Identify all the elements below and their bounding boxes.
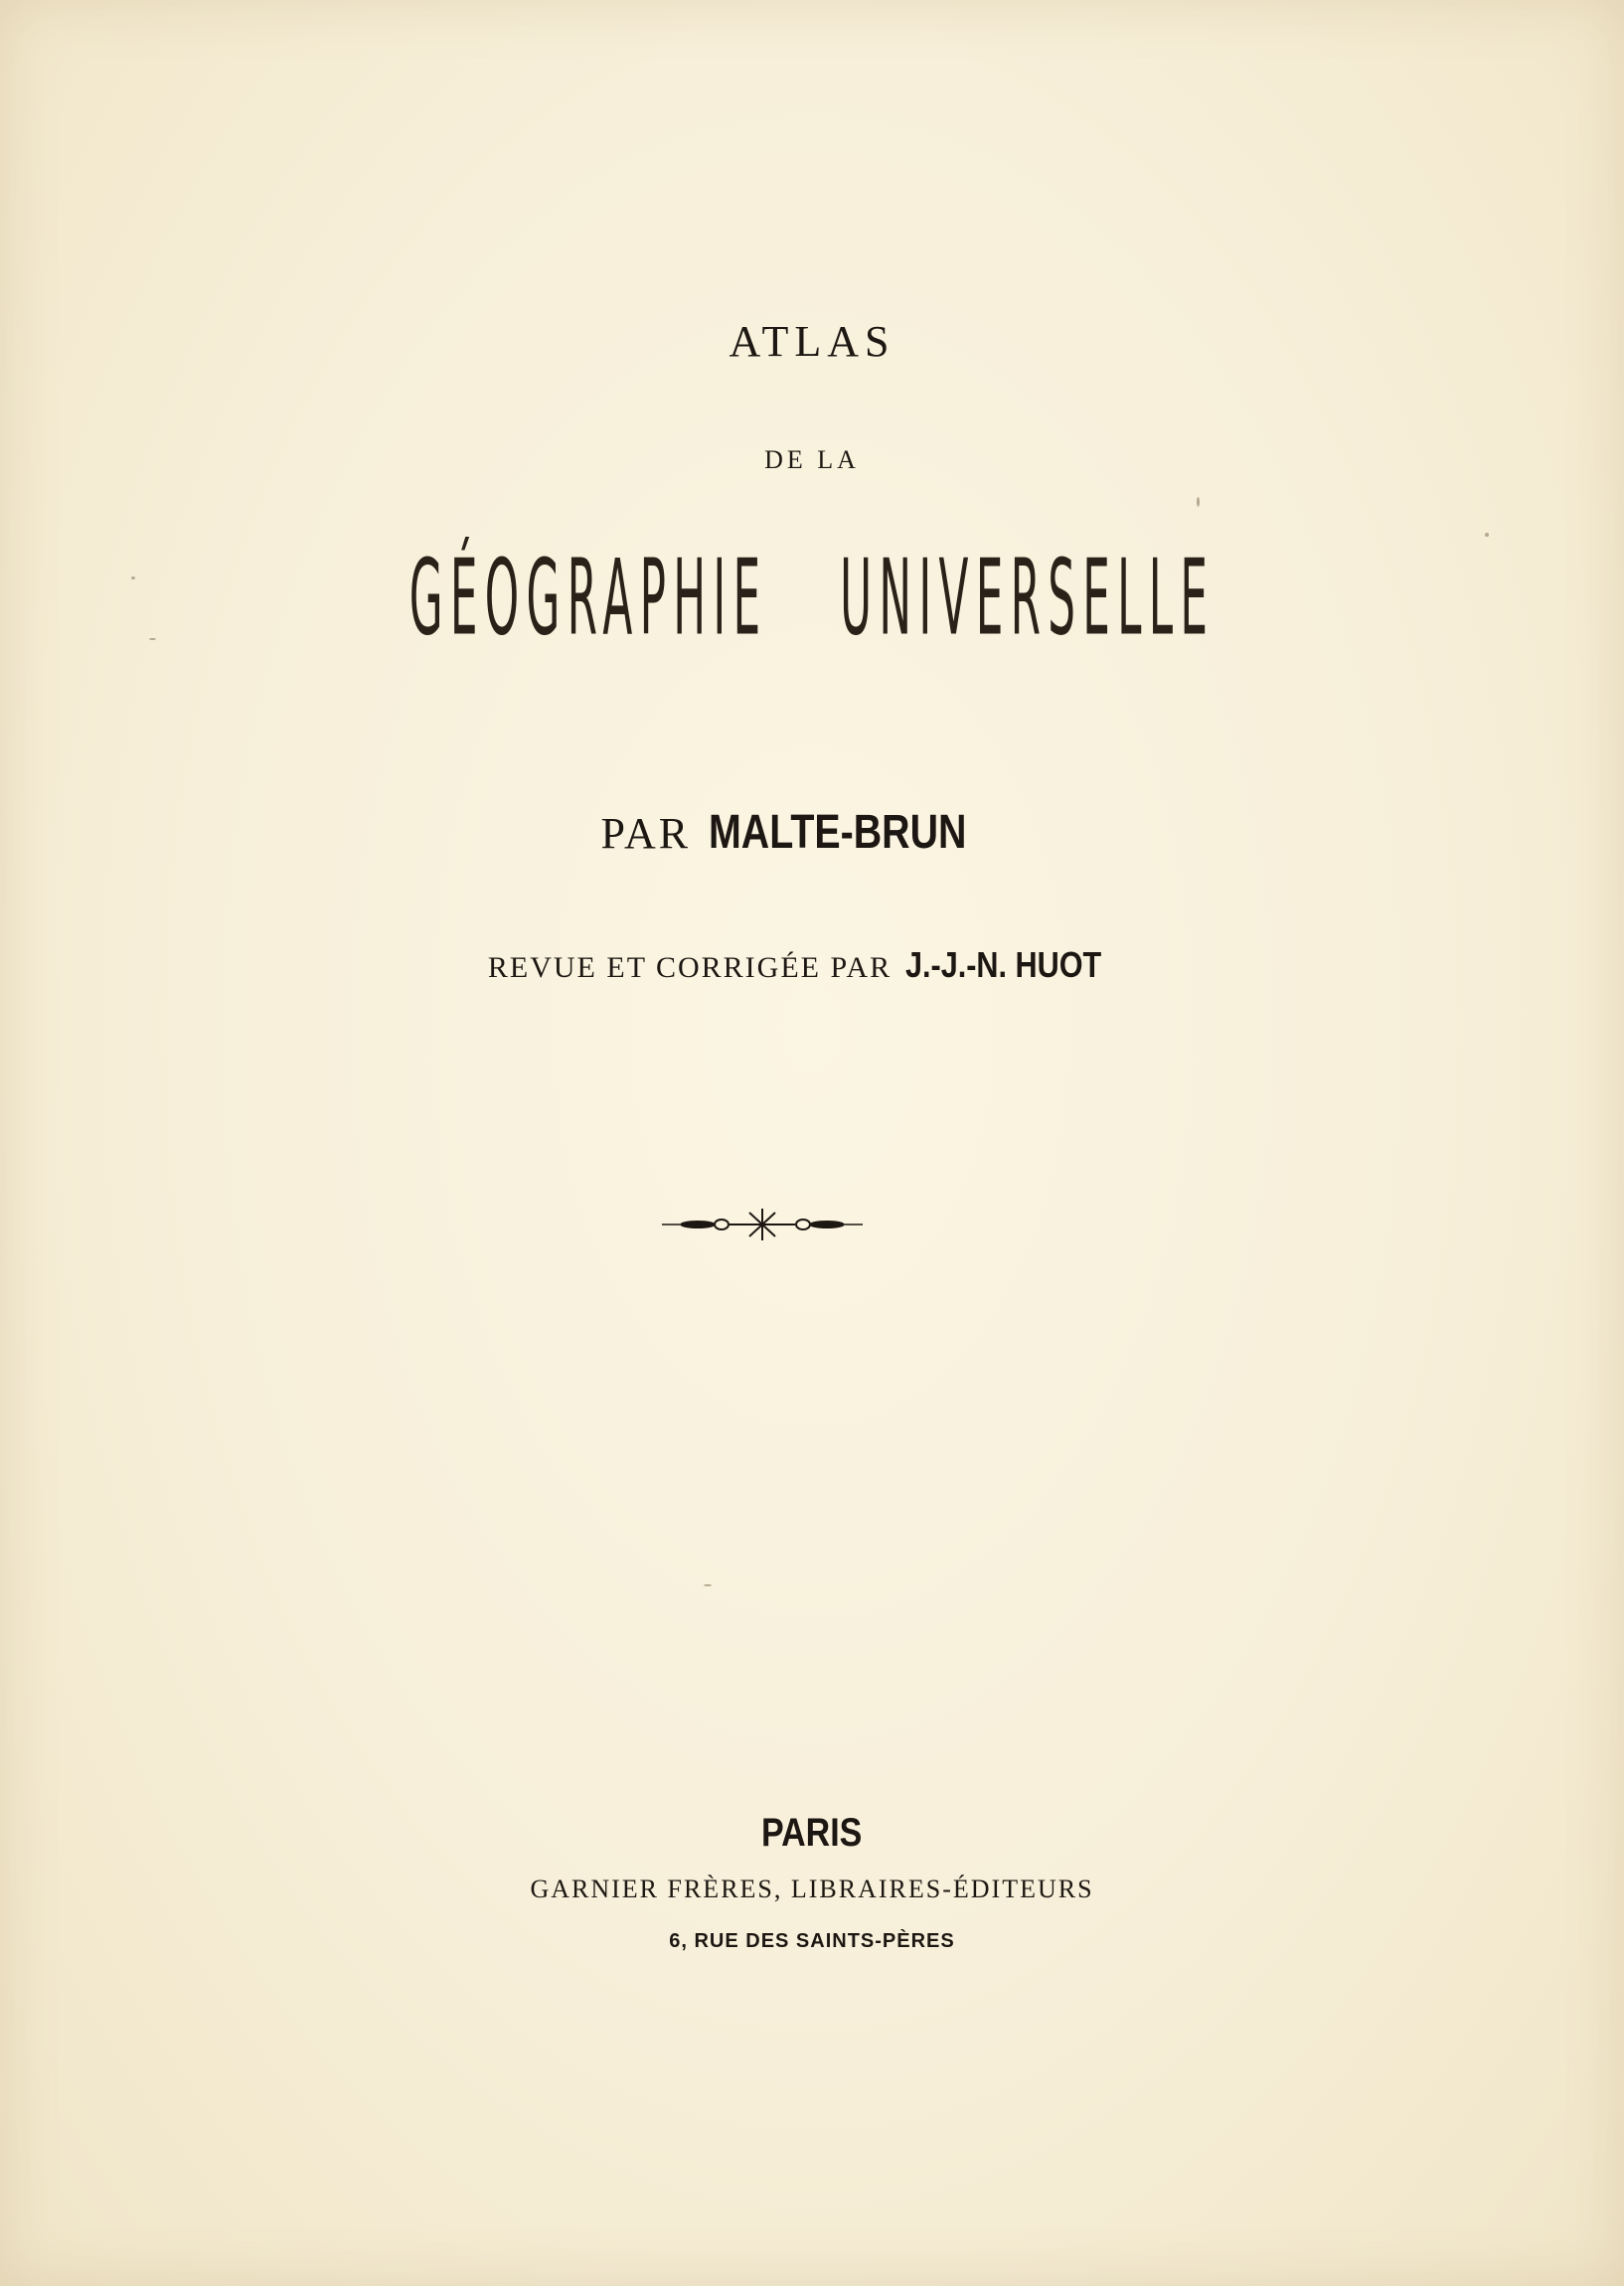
editor-name: J.-J.-N. HUOT (905, 944, 1102, 985)
paper-speck (131, 576, 135, 579)
author-name: MALTE-BRUN (709, 806, 967, 859)
paper-speck (1197, 497, 1200, 507)
fleuron-ornament-icon (658, 1205, 867, 1244)
paper-speck (704, 1584, 712, 1586)
main-title-word-1: GÉOGRAPHIE (408, 537, 768, 659)
revision-text: REVUE ET CORRIGÉE PAR (487, 951, 893, 984)
imprint-publisher: GARNIER FRÈRES, LIBRAIRES-ÉDITEURS (530, 1875, 1094, 1903)
imprint-city (0, 1811, 1624, 1856)
imprint-address: 6, RUE DES SAINTS-PÈRES (669, 1930, 955, 1952)
main-title-word-2: UNIVERSELLE (840, 537, 1216, 659)
paper-speck (1485, 533, 1489, 537)
par-prefix: PAR (600, 809, 692, 858)
paper-speck (149, 638, 156, 640)
revision-line (0, 944, 1624, 986)
author-line (0, 805, 1624, 860)
main-title (390, 537, 1234, 659)
imprint-city-text: PARIS (761, 1811, 863, 1855)
de-la-line: DE LA (764, 445, 860, 474)
atlas-heading: ATLAS (729, 317, 895, 366)
